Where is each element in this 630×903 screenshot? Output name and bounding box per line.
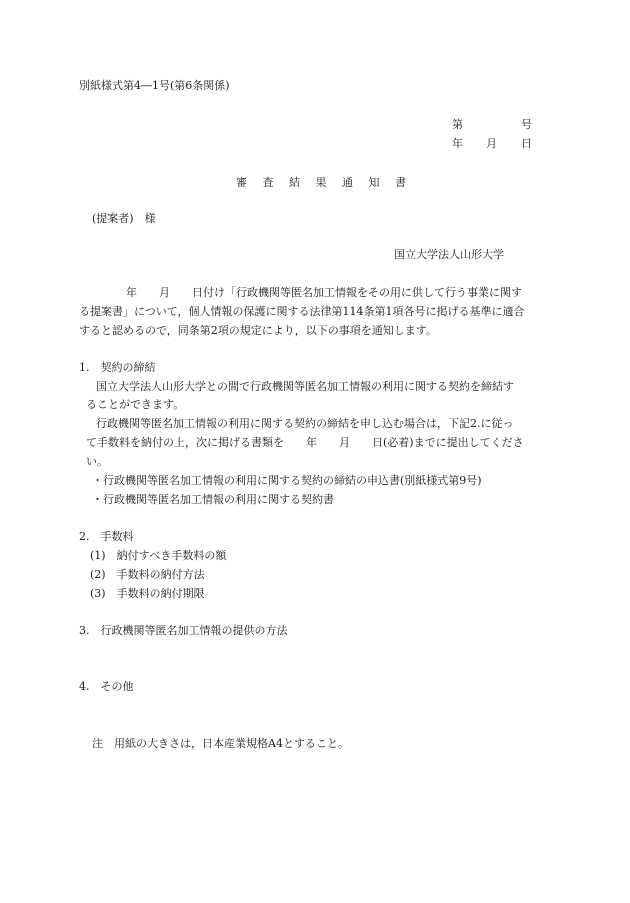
section-2-item-1: (1) 納付すべき手数料の額 bbox=[90, 549, 227, 562]
section-1-p2-line-3: い。 bbox=[86, 455, 108, 468]
date-day: 日 bbox=[521, 137, 532, 150]
section-1-p2-line-2: て手数料を納付の上，次に掲げる書類を 年 月 日(必着)までに提出してくださ bbox=[86, 436, 524, 449]
footnote: 注 用紙の大きさは，日本産業規格A4とすること。 bbox=[92, 737, 349, 750]
document-title: 審 査 結 果 通 知 書 bbox=[236, 176, 412, 189]
section-4-heading: 4. その他 bbox=[79, 680, 134, 693]
intro-line-2: る提案書」について，個人情報の保護に関する法律第114条第1項各号に掲げる基準に適合 bbox=[79, 305, 525, 318]
section-1-p1-line-2: ることができます。 bbox=[86, 398, 185, 411]
section-1-heading: 1. 契約の締結 bbox=[79, 361, 156, 374]
section-1-bullet-2: ・行政機関等匿名加工情報の利用に関する契約書 bbox=[92, 493, 334, 506]
number-go: 号 bbox=[521, 118, 532, 131]
section-2-heading: 2. 手数料 bbox=[79, 530, 134, 543]
intro-line-3: すると認めるので，同条第2項の規定により，以下の事項を通知します。 bbox=[79, 324, 437, 337]
date-month: 月 bbox=[486, 137, 497, 150]
section-2-item-2: (2) 手数料の納付方法 bbox=[90, 568, 205, 581]
date-year: 年 bbox=[452, 137, 463, 150]
section-1-p1-line-1: 国立大学法人山形大学との間で行政機関等匿名加工情報の利用に関する契約を締結す bbox=[96, 380, 514, 393]
section-3-heading: 3. 行政機関等匿名加工情報の提供の方法 bbox=[79, 624, 288, 637]
number-dai: 第 bbox=[452, 118, 463, 131]
addressee: (提案者) 様 bbox=[92, 212, 156, 225]
section-1-p2-line-1: 行政機関等匿名加工情報の利用に関する契約の締結を申し込む場合は，下記2.に従っ bbox=[96, 417, 514, 430]
section-2-item-3: (3) 手数料の納付期限 bbox=[90, 587, 205, 600]
issuer: 国立大学法人山形大学 bbox=[394, 248, 504, 261]
section-1-bullet-1: ・行政機関等匿名加工情報の利用に関する契約の締結の申込書(別紙様式第9号) bbox=[92, 474, 482, 487]
intro-line-1: 年 月 日付け「行政機関等匿名加工情報をその用に供して行う事業に関す bbox=[126, 286, 522, 299]
form-label: 別紙様式第4―1号(第6条関係) bbox=[79, 79, 230, 92]
